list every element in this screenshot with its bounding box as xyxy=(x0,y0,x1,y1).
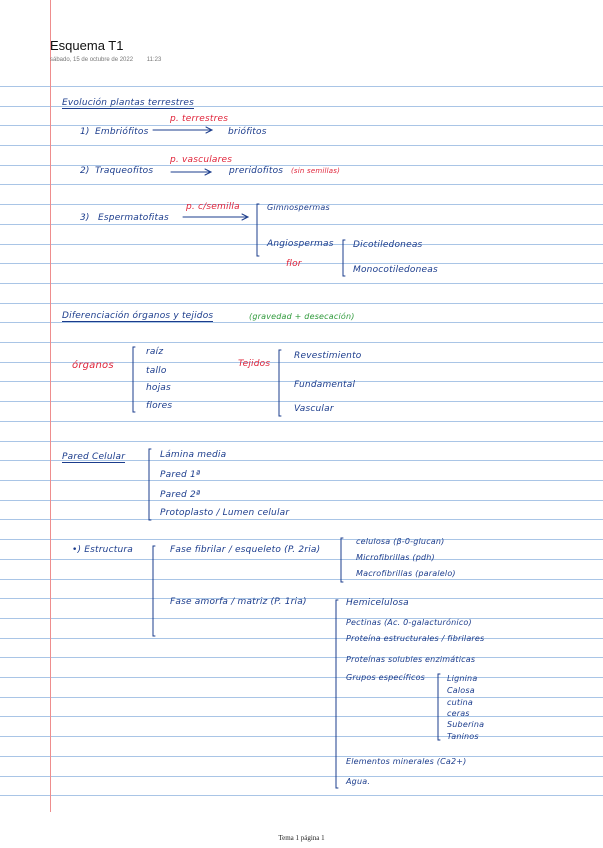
section-heading-pared: Pared Celular xyxy=(62,452,126,462)
page-title: Esquema T1 xyxy=(50,38,124,53)
list-item: tallo xyxy=(146,366,167,376)
page-footer: Tema 1 página 1 xyxy=(278,834,325,842)
list-item: Protoplasto / Lumen celular xyxy=(160,508,290,518)
annotation-note: (sin semillas) xyxy=(291,167,341,175)
page-date: sábado, 15 de octubre de 2022 xyxy=(50,57,134,63)
arrow-label: p. vasculares xyxy=(170,155,233,165)
brace xyxy=(341,538,343,582)
list-item: celulosa (β-0-glucan) xyxy=(356,537,445,546)
list-item: Calosa xyxy=(447,686,475,695)
brace xyxy=(438,674,440,740)
list-item: Lámina media xyxy=(160,450,227,460)
brace xyxy=(343,240,345,276)
list-item: Revestimiento xyxy=(294,351,362,361)
page-time: 11:23 xyxy=(146,57,162,63)
list-item: Macrofibrillas (paralelo) xyxy=(356,569,456,578)
list-item: Pectinas (Ac. 0-galacturónico) xyxy=(346,618,472,627)
brace xyxy=(149,449,151,520)
term-dicotiledoneas: Dicotiledoneas xyxy=(353,240,423,250)
term-angiospermas: Angiospermas xyxy=(267,239,334,249)
list-item: Fundamental xyxy=(294,380,356,390)
list-item: Elementos minerales (Ca2+) xyxy=(346,757,467,766)
brace xyxy=(133,347,135,412)
term-monocotiledoneas: Monocotiledoneas xyxy=(353,265,438,275)
section-heading-evolucion: Evolución plantas terrestres xyxy=(62,98,195,108)
item-number: 2) xyxy=(80,166,90,176)
list-item: ceras xyxy=(447,709,470,718)
term-espermatofitas: Espermatofitas xyxy=(98,213,169,223)
list-item: hojas xyxy=(146,383,171,393)
list-item: cutina xyxy=(447,698,474,707)
list-item: Pared 2ª xyxy=(160,490,201,500)
brace xyxy=(336,600,338,788)
term-briofitos: briófitos xyxy=(228,127,267,137)
term-grupos-especificos: Grupos específicos xyxy=(346,673,426,682)
brace xyxy=(257,204,259,256)
list-item: Proteína estructurales / fibrilares xyxy=(346,634,485,643)
term-fase-amorfa: Fase amorfa / matriz (P. 1ria) xyxy=(170,597,307,607)
list-item: flores xyxy=(146,401,173,411)
term-traqueofitos: Traqueofitos xyxy=(95,166,154,176)
list-item: Proteínas solubles enzimáticas xyxy=(346,655,476,664)
list-item: Lignina xyxy=(447,674,478,683)
arrow-label: p. terrestres xyxy=(170,114,229,124)
item-number: 3) xyxy=(80,213,90,223)
brace xyxy=(153,546,155,636)
term-fase-fibrilar: Fase fibrilar / esqueleto (P. 2ria) xyxy=(170,545,321,555)
term-pteridofitos: preridofitos xyxy=(229,166,284,176)
list-item: Taninos xyxy=(447,732,479,741)
list-item: Pared 1ª xyxy=(160,470,201,480)
section-heading-diferenciacion: Diferenciación órganos y tejidos xyxy=(62,311,214,321)
label-tejidos: Tejidos xyxy=(238,359,271,369)
annotation-note: (gravedad + desecación) xyxy=(249,312,355,321)
brace xyxy=(279,350,281,416)
list-item: raíz xyxy=(146,347,164,357)
list-item: Microfibrillas (pdh) xyxy=(356,553,435,562)
list-item: Hemicelulosa xyxy=(346,598,409,608)
list-item: Vascular xyxy=(294,404,334,414)
term-gimnospermas: Gimnospermas xyxy=(267,203,330,212)
arrow-label: p. c/semilla xyxy=(186,202,240,212)
term-embriofitos: Embriófitos xyxy=(95,127,149,137)
label-estructura: •) Estructura xyxy=(72,545,133,555)
list-item: Suberina xyxy=(447,720,485,729)
list-item: Agua. xyxy=(346,777,371,786)
item-number: 1) xyxy=(80,127,90,137)
annotation-flor: flor xyxy=(286,259,302,269)
label-organos: órganos xyxy=(72,360,114,371)
